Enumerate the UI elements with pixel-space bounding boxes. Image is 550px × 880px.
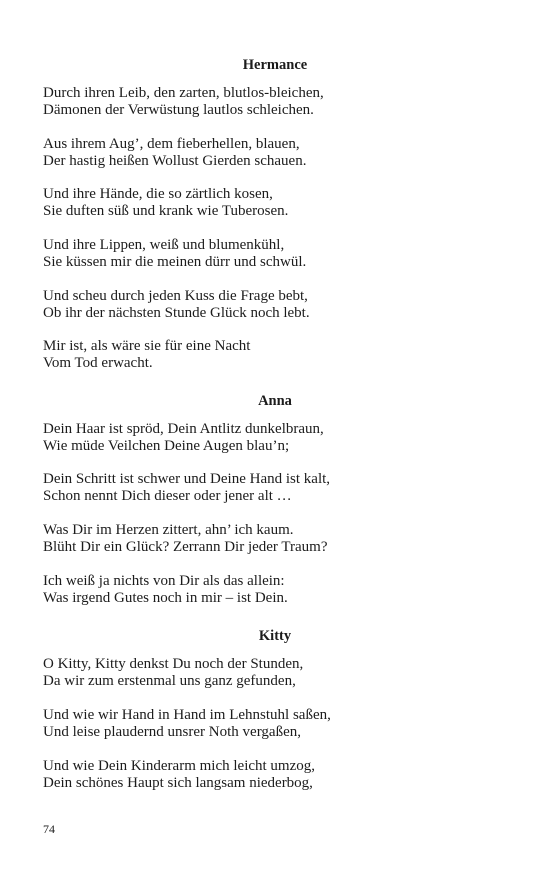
stanza <box>43 758 513 792</box>
stanza <box>43 237 513 271</box>
verse-line: Schon nennt Dich dieser oder jener alt … <box>43 488 292 504</box>
verse-line: Blüht Dir ein Glück? Zerrann Dir jeder Traum? <box>43 539 328 555</box>
stanza <box>43 522 513 556</box>
verse-line: Dein Schritt ist schwer und Deine Hand ist kalt, <box>43 471 331 487</box>
stanza <box>43 656 513 690</box>
verse-line: Und ihre Lippen, weiß und blumenkühl, <box>43 237 285 253</box>
verse-line: O Kitty, Kitty denkst Du noch der Stunden, <box>43 656 304 672</box>
verse-line: Vom Tod erwacht. <box>43 355 153 371</box>
stanza <box>43 471 513 505</box>
stanza <box>43 136 513 170</box>
stanza <box>43 288 513 322</box>
stanza <box>43 338 513 372</box>
stanza <box>43 85 513 119</box>
verse-line: Und ihre Hände, die so zärtlich kosen, <box>43 186 273 202</box>
verse-line: Wie müde Veilchen Deine Augen blau’n; <box>43 438 290 454</box>
verse-line: Dämonen der Verwüstung lautlos schleichen. <box>43 102 314 118</box>
stanza <box>43 421 513 455</box>
verse-line: Und wie Dein Kinderarm mich leicht umzog, <box>43 758 316 774</box>
verse-line: Da wir zum erstenmal uns ganz gefunden, <box>43 673 296 689</box>
verse-line: Dein Haar ist spröd, Dein Antlitz dunkelbraun, <box>43 421 324 437</box>
verse-line: Aus ihrem Aug’, dem fieberhellen, blauen, <box>43 136 300 152</box>
verse-line: Mir ist, als wäre sie für eine Nacht <box>43 338 251 354</box>
verse-line: Durch ihren Leib, den zarten, blutlos-bleichen, <box>43 85 324 101</box>
poem-title-kitty: Kitty <box>258 628 292 644</box>
stanza <box>43 573 513 607</box>
verse-line: Sie küssen mir die meinen dürr und schwül. <box>43 254 307 270</box>
verse-line: Was Dir im Herzen zittert, ahn’ ich kaum. <box>43 522 294 538</box>
verse-line: Dein schönes Haupt sich langsam niederbog, <box>43 775 313 791</box>
poem-title-hermance: Hermance <box>242 57 308 73</box>
verse-line: Und scheu durch jeden Kuss die Frage bebt, <box>43 288 308 304</box>
verse-line: Und leise plaudernd unsrer Noth vergaßen, <box>43 724 301 740</box>
poem-title-anna: Anna <box>258 393 292 409</box>
verse-line: Ob ihr der nächsten Stunde Glück noch lebt. <box>43 305 310 321</box>
verse-line: Was irgend Gutes noch in mir – ist Dein. <box>43 590 288 606</box>
page-number: 74 <box>43 822 55 836</box>
verse-line: Ich weiß ja nichts von Dir als das allein: <box>43 573 285 589</box>
verse-line: Und wie wir Hand in Hand im Lehnstuhl saßen, <box>43 707 331 723</box>
stanza <box>43 186 513 220</box>
verse-line: Sie duften süß und krank wie Tuberosen. <box>43 203 289 219</box>
stanza <box>43 707 513 741</box>
verse-line: Der hastig heißen Wollust Gierden schauen. <box>43 153 307 169</box>
